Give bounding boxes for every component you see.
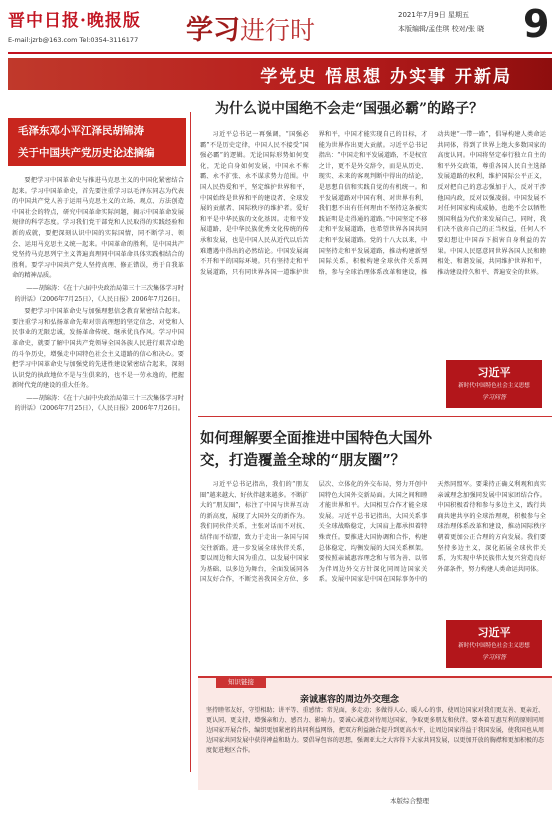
article-2-title-line2: 交，打造覆盖全球的“朋友圈”？ [200,452,406,469]
badge-name: 习近平 [477,366,511,379]
masthead [8,2,550,50]
article-1-title: 为什么说中国绝不会走“国强必霸”的路子？ [215,101,484,117]
theme-banner [8,58,552,90]
section-title [186,8,315,47]
article-2-text: 习近平总书记指出，我们的“朋友圈”越来越大、好伙伴越来越多。不断扩大的“朋友圈”，标注了中国与世界互动的新高度，展现了大国外交的新作为。我们同伙伴关系，主张对话而不对抗、结伴而不结盟，致力于走出一条国与国交往新路。进一步发展全球伙伴关系，要以周边和大国为重点、以发展中国家为基础、以多边为舞台，全面发展同各国友好合作，不断完善我国全方位、多层次、立体化的外交布局，努力开创中国特色大国外交新局面。大国之间和睦才能世界和平。大国相互合作才能全球发展。习近平总书记指出，大国关系事关全球战略稳定，大国肩上都承担着特殊责任。要推进大国协调和合作，构建总体稳定、均衡发展的大国关系框架。要按照亲诚惠容理念和与邻为善、以邻为伴周边外交方针深化同周边国家关系。发展中国家是中国在国际事务中的天然同盟军。要秉持正确义利观和真实亲诚理念加强同发展中国家团结合作。中国积极看待和参与多边主义，践行共商共建共享的全球治理观，积极参与全球治理体系改革和建设，推动国际秩序朝着更加公正合理的方向发展。我们要坚持多边主义，深化拓展全球伙伴关系，为实现中华民族伟大复兴营造良好外部条件，努力构建人类命运共同体。 [200,481,546,584]
xi-qa-badge [446,360,542,408]
footer-credit: 本版综合整理 [390,797,429,805]
page-number: 9 [523,2,550,46]
newspaper-logo: 晋中日报·晚报版 [8,11,141,31]
banner-slogan: 学党史 悟思想 办实事 开新局 [260,67,512,87]
badge-name: 习近平 [477,626,511,639]
left-source-1: ——胡锦涛：《在十六届中央政治局第三十三次集体学习时的讲话》（2006年7月25日），《人民日报》2006年7月26日。 [14,284,184,303]
article-1-body [200,130,546,358]
dateline: 2021年7月9日 星期五 [398,11,469,19]
left-heading-line1: 毛泽东邓小平江泽民胡锦涛 [18,125,144,137]
left-column-body [12,176,184,766]
editor-credits: 本版编辑/孟佳琪 校对/张 晓 [398,25,485,33]
column-divider [190,112,191,772]
article-2-title-line1: 如何理解要全面推进中国特色大国外 [200,430,432,447]
badge-program: 学习问答 [481,394,506,401]
left-paragraph-2: 要把学习中国革命史与加强理想信念教育紧密结合起来。要注重学习和弘扬革命先辈对崇高理想的坚定信念、对党和人民事业的无限忠诚，发扬革命传统、继承优良作风。学习中国革命史，就要了解中国共产党领导全国各族人民进行艰苦卓绝的斗争历史，增强走中国特色社会主义道路的信心和决心。要把学习中国革命史与加强党的先进性建设紧密结合起来，深刻认识党的执政地位不是与生俱来的，也不是一劳永逸的，把握新时代党的建设的重大任务。 [12,308,184,390]
knowledge-body: 坚持睦邻友好，守望相助；讲平等、重感情；常见面，多走动；多做得人心、暖人心的事，使周边国家对我们更友善、更亲近、更认同、更支持，增强亲和力、感召力、影响力。要诚心诚意对待周边国家，争取更多朋友和伙伴。要本着互惠互利的原则同周边国家开展合作，编织更加紧密的共同利益网络，把双方利益融合提升到更高水平，让周边国家得益于我国发展，使我国也从周边国家共同发展中获得裨益和助力。要倡导包容的思想，强调亚太之大容得下大家共同发展，以更加开放的胸襟和更加积极的态度促进地区合作。 [206,707,544,754]
knowledge-title: 亲诚惠容的周边外交理念 [300,695,400,705]
section-sub: 进行时 [240,16,316,45]
article-divider [198,416,552,417]
left-paragraph-1: 要把学习中国革命史与推进马克思主义的中国化紧密结合起来。学习中国革命史，首先要注重学习以毛泽东同志为代表的中国共产党人善于运用马克思主义的立场、观点、方法创造中国社会的特点，研究中国革命实际问题，揭示中国革命发展规律的科学态度。学习我们党干部党和人民取得的实践经验和新的成就，要把深刻认识中国的实际国情，同不断学习、领会、运用马克思主义统一起来。中国革命的胜利，是中国共产党坚持马克思列宁主义普遍真理同中国革命具体实践相结合的胜利。要学习中国共产党人坚持真理、修正错误，勇于自我革命的精神品质。 [12,177,184,280]
badge-program: 学习问答 [481,654,506,661]
contact-info: E-mail:jzrb@163.com Tel:0354-3116177 [8,36,139,44]
section-main: 学习 [186,15,240,46]
left-heading-line2: 关于中国共产党历史论述摘编 [18,147,155,159]
left-source-2: ——胡锦涛：《在十六届中央政治局第三十三次集体学习时的讲话》（2006年7月25日），《人民日报》2006年7月26日。 [14,394,184,413]
knowledge-tag: 知识链接 [216,676,266,688]
article-2-title [200,428,550,472]
xi-qa-badge-2 [446,620,542,668]
badge-subtitle: 新时代中国特色社会主义思想 [458,383,530,389]
badge-subtitle: 新时代中国特色社会主义思想 [458,643,530,649]
header-divider [8,52,552,54]
article-1-text: 习近平总书记一再强调，“国强必霸”不是历史定律，中国人民不接受“国强必霸”的逻辑。无论国际形势如何变化，无论自身如何发展，中国永不称霸、永不扩张、永不谋求势力范围。中国人民热爱和平，坚定维护世界和平，中国始终是世界和平的建设者、全球发展的贡献者、国际秩序的维护者。爱好和平是中华民族的文化基因。走和平发展道路，是中华民族优秀文化传统的传承和发展，也是中国人民从近代以后苦难遭遇中得出的必然结论。中国发展离不开和平的国际环境。只有坚持走和平发展道路，只有同世界各国一道维护世界和平，中国才能实现自己的目标，才能为世界作出更大贡献。习近平总书记指出：“中国走和平发展道路，不是权宜之计，更不是外交辞令，而是从历史、现实、未来的客观判断中得出的结论，是思想自信和实践自觉的有机统一。和平发展道路对中国有利、对世界有利，我们想不出有任何理由不坚持这条被实践证明是走得通的道路。”中国坚定不移走和平发展道路，也希望世界各国共同走和平发展道路。党的十八大以来，中国坚持走和平发展道路，推动构建新型国际关系，积极构建全球伙伴关系网络，参与全球治理体系改革和建设，推动共建“一带一路”，倡导构建人类命运共同体，得到了世界上绝大多数国家的高度认同。中国将坚定奉行独立自主的和平外交政策，尊重各国人民自主选择发展道路的权利，维护国际公平正义，反对把自己的意志强加于人，反对干涉他国内政，反对以强凌弱。中国发展不对任何国家构成威胁，也绝不会以牺牲别国利益为代价来发展自己，同时，我们决不放弃自己的正当权益，任何人不要幻想让中国吞下损害自身利益的苦果。中国人民愿意同世界各国人民和睦相处、和谐发展，共同维护世界和平，推动建设持久和平、普遍安全的世界。 [200,131,546,276]
left-column-heading [8,118,186,166]
